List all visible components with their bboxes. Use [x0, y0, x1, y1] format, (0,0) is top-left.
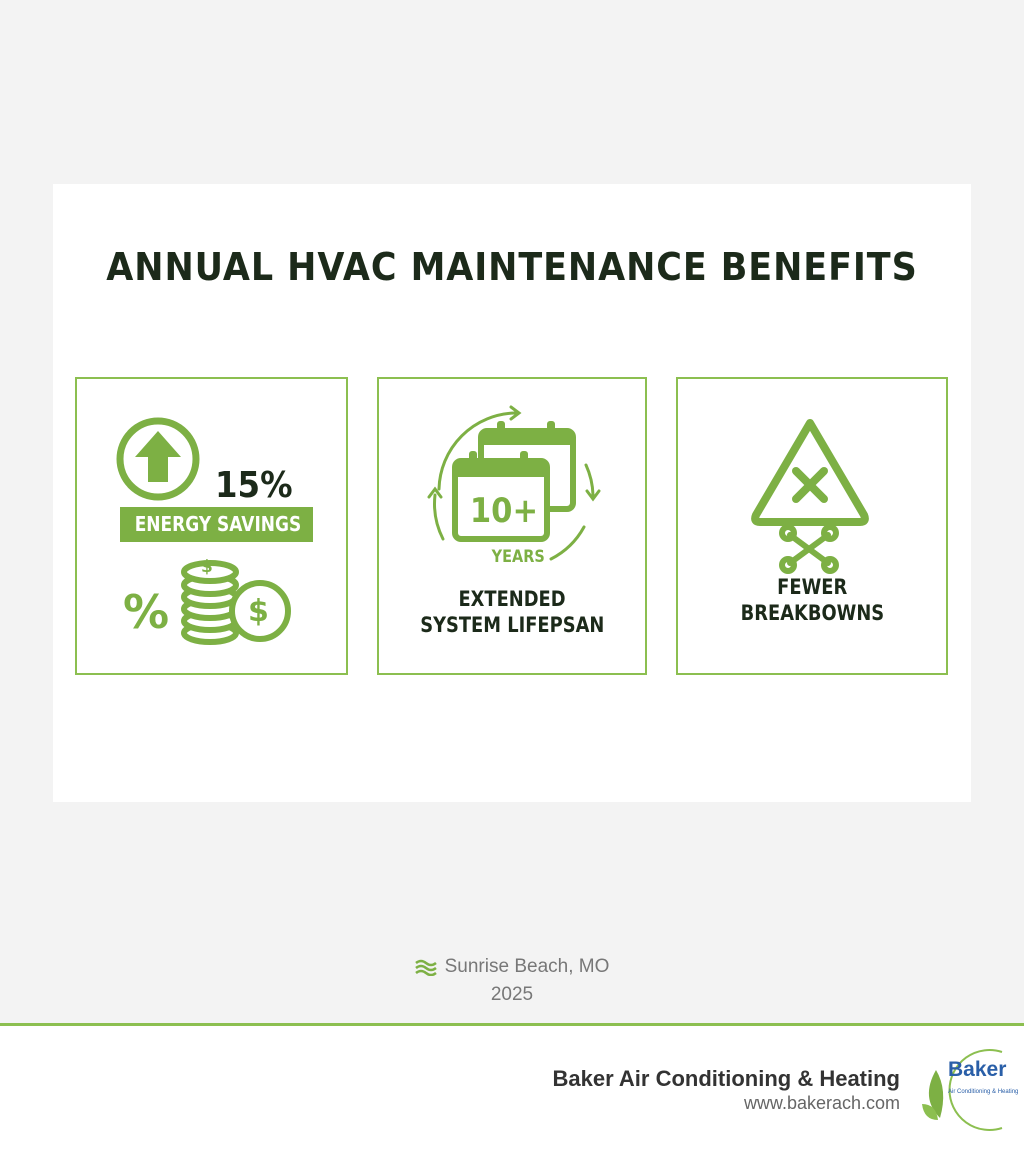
coin-stack-dollar-sign: $: [201, 557, 213, 577]
breakdowns-caption-line1: FEWER: [776, 575, 848, 599]
page-title: ANNUAL HVAC MAINTENANCE BENEFITS: [106, 245, 918, 289]
percent-icon: %: [123, 585, 170, 639]
warning-triangle-icon: [755, 423, 865, 522]
arrow-up-circle-icon: [120, 421, 196, 497]
lifespan-panel: [377, 377, 647, 675]
breakdowns-caption: [678, 574, 946, 626]
logo-text: Baker: [948, 1058, 1007, 1081]
location-place: Sunrise Beach, MO: [444, 956, 610, 977]
years-label: YEARS: [491, 547, 545, 567]
lifespan-caption-line1: EXTENDED: [458, 587, 566, 611]
location-block: [0, 955, 1024, 1007]
footer: [0, 1026, 1024, 1154]
breakdowns-caption-line2: BREAKBOWNS: [740, 601, 884, 625]
company-info: [552, 1066, 900, 1114]
calendar-years-value: 10+: [469, 491, 539, 531]
location-year: 2025: [490, 984, 534, 1005]
energy-savings-panel: [75, 377, 348, 675]
lifespan-caption: [379, 586, 645, 638]
energy-savings-label: ENERGY SAVINGS: [120, 507, 313, 542]
wrenches-icon: [782, 527, 836, 571]
energy-stat: 15%: [215, 465, 293, 506]
location-line: [415, 955, 610, 979]
company-logo: [918, 1048, 1024, 1132]
waves-icon: [415, 958, 437, 976]
logo-subtext: Air Conditioning & Heating: [948, 1089, 1019, 1095]
breakdowns-panel: [676, 377, 948, 675]
lifespan-caption-line2: SYSTEM LIFEPSAN: [419, 613, 605, 637]
dollar-sign: $: [248, 594, 269, 629]
breakdowns-illustration: [678, 379, 950, 677]
company-name: Baker Air Conditioning & Heating: [552, 1066, 900, 1091]
company-url[interactable]: www.bakerach.com: [743, 1093, 900, 1113]
